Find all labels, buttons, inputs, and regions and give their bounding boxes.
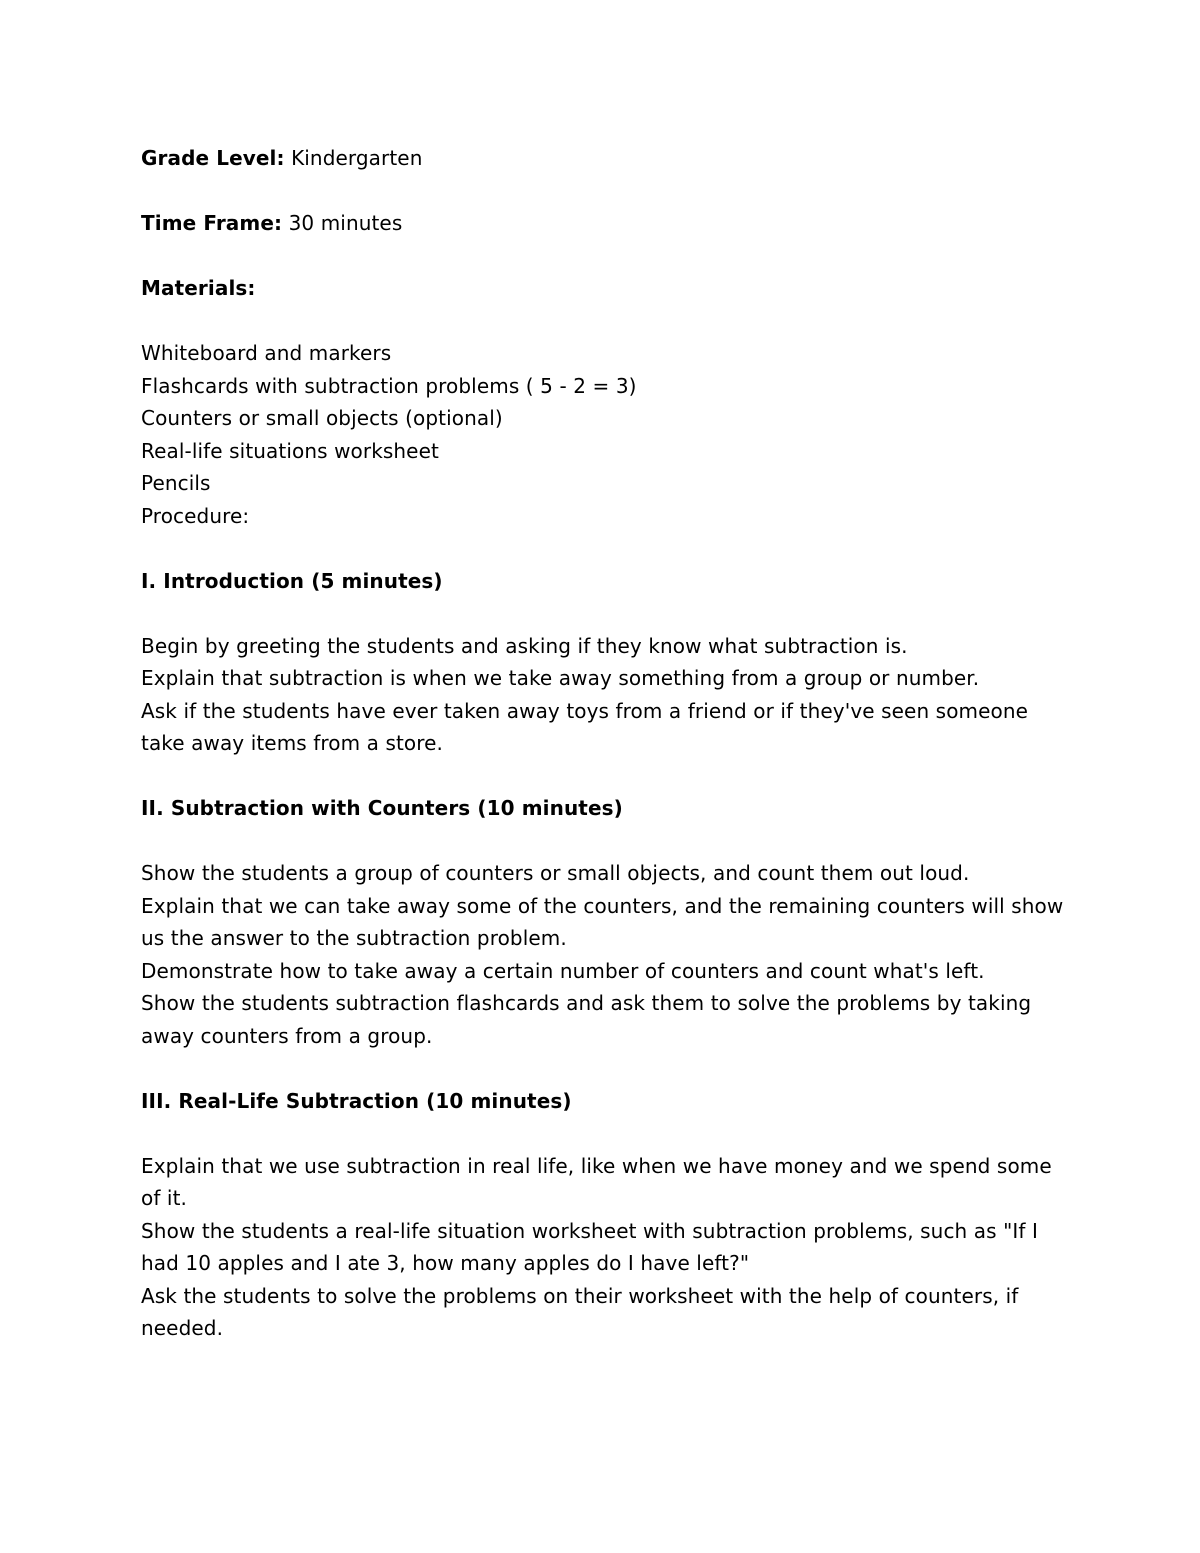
section-paragraph: Demonstrate how to take away a certain number of counters and count what's left.: [141, 958, 985, 983]
materials-item: Flashcards with subtraction problems ( 5 - 2 = 3): [141, 373, 637, 398]
section-paragraph: Explain that subtraction is when we take away something from a group or number.: [141, 666, 980, 690]
time-frame-label: Time Frame:: [141, 211, 283, 235]
section-paragraph: Show the students subtraction flashcards and ask them to solve the problems by taking away counters from a group.: [141, 991, 1032, 1048]
section-paragraph: Ask the students to solve the problems on their worksheet with the help of counters, if needed.: [141, 1283, 1019, 1340]
materials-list: [141, 337, 1066, 532]
materials-heading: Materials:: [141, 276, 256, 300]
section-paragraph: Explain that we use subtraction in real life, like when we have money and we spend some of it.: [141, 1153, 1052, 1210]
section-heading: I. Introduction (5 minutes): [141, 568, 443, 593]
lesson-plan-content: [141, 142, 1066, 1345]
grade-level-value: Kindergarten: [291, 146, 423, 170]
materials-item: Counters or small objects (optional): [141, 406, 503, 430]
section-paragraph: Show the students a real-life situation worksheet with subtraction problems, such as "If I had 10 apples and I ate 3, how many apples do I have left?": [141, 1218, 1039, 1275]
section-paragraph: Show the students a group of counters or small objects, and count them out loud.: [141, 861, 970, 885]
grade-level-row: [141, 142, 1066, 175]
section-heading: II. Subtraction with Counters (10 minutes): [141, 796, 623, 820]
section-introduction: [141, 565, 1066, 760]
section-counters: [141, 792, 1066, 1052]
procedure-label: Procedure:: [141, 503, 250, 528]
section-paragraph: Explain that we can take away some of the counters, and the remaining counters will show us the answer to the subtraction problem.: [141, 893, 1064, 950]
materials-item: Real-life situations worksheet: [141, 438, 439, 463]
section-paragraph: Begin by greeting the students and asking if they know what subtraction is.: [141, 633, 908, 658]
section-heading: III. Real-Life Subtraction (10 minutes): [141, 1088, 572, 1113]
section-paragraph: Ask if the students have ever taken away toys from a friend or if they've seen someone take away items from a store.: [141, 698, 1029, 755]
grade-level-label: Grade Level:: [141, 146, 285, 170]
time-frame-row: [141, 207, 1066, 240]
section-real-life: [141, 1085, 1066, 1345]
time-frame-value: 30 minutes: [288, 211, 403, 235]
materials-item: Whiteboard and markers: [141, 341, 392, 365]
materials-item: Pencils: [141, 471, 211, 495]
